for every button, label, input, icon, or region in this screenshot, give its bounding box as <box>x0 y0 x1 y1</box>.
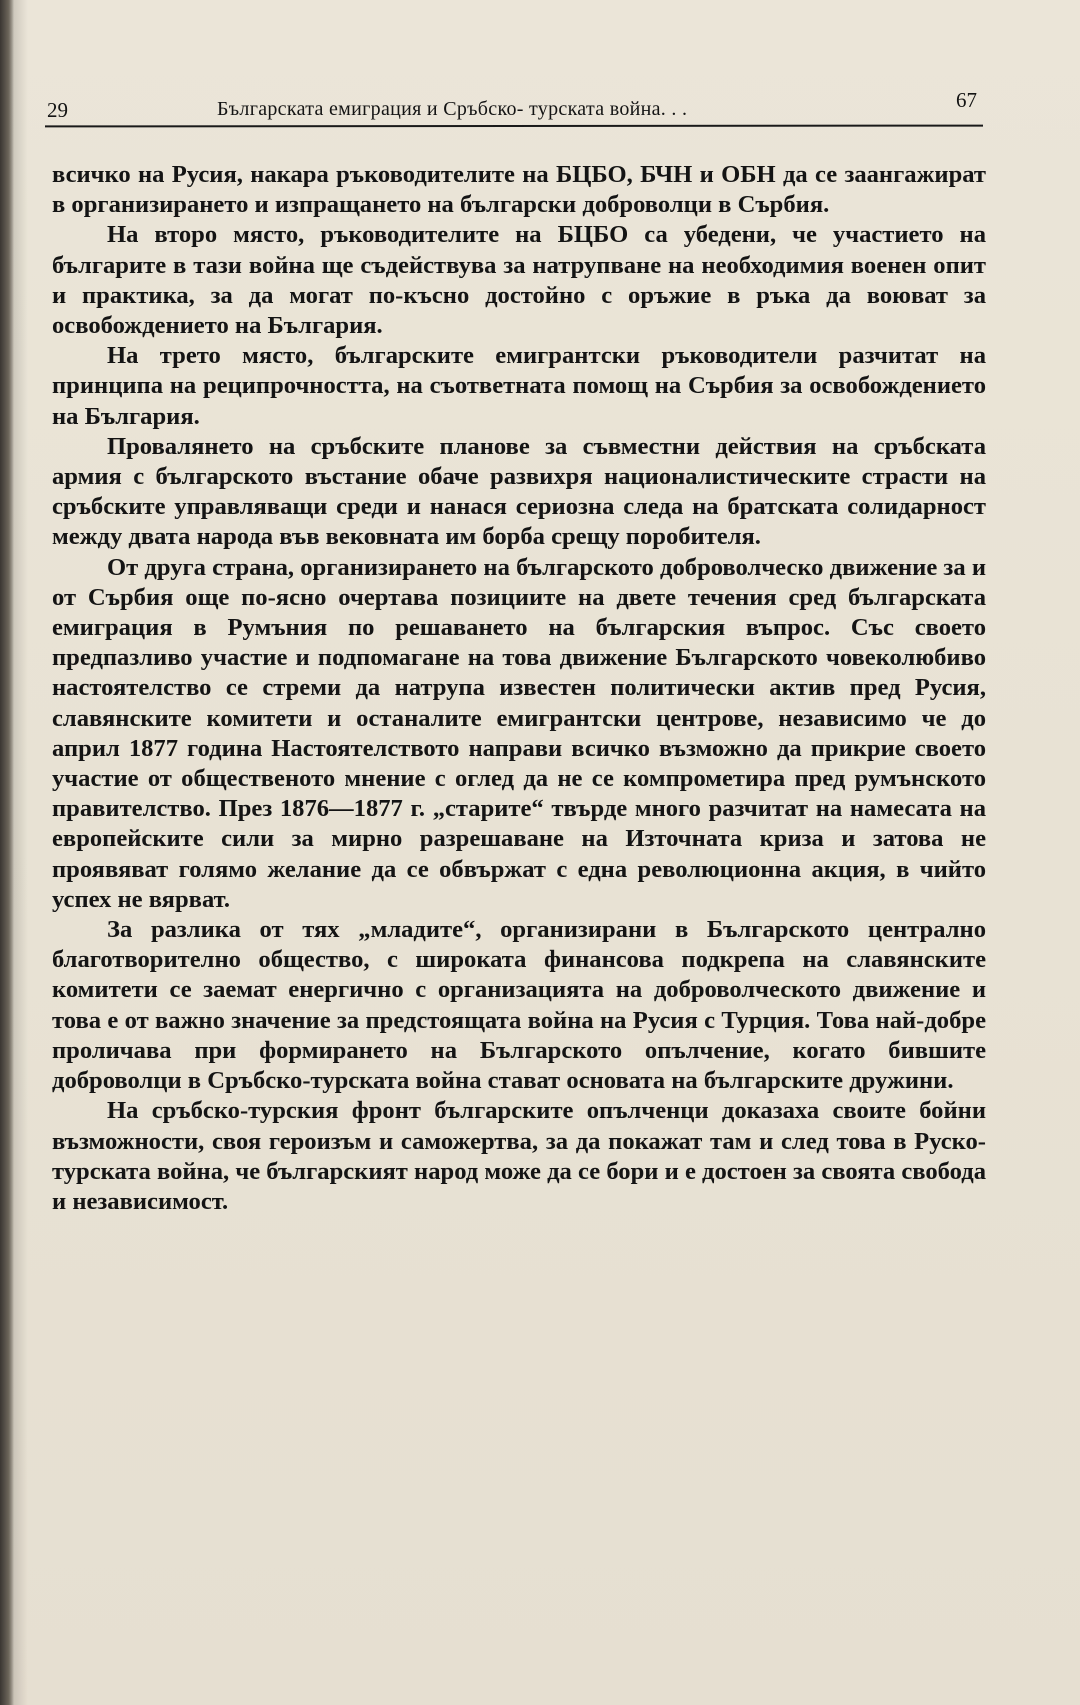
paragraph: От друга страна, организирането на българското доброволческо движение за и от Сърбия още по-ясно очертава позициите на двете течения сред българската емиграция в Румъния по решаването на българския въпрос. Със своето предпазливо участие и подпомагане на това движение Българското човеколюбиво настоятелство се стреми да натрупа известен политически актив пред Русия, славянските комитети и останалите емигрантски центрове, независимо че до април 1877 година Настоятелството направи всичко възможно да прикрие своето участие от общественото мнение с оглед да не се компрометира пред румънското правителство. През 1876—1877 г. „старите“ твърде много разчитат на намесата на европейските сили за мирно разрешаване на Източната криза и затова не проявяват голямо желание да се обвържат с една революционна акция, в чийто успех не вярват. <box>52 553 986 913</box>
paragraph: За разлика от тях „младите“, организирани в Българското централно благотворително общество, с широката финансова подкрепа на славянските комитети се заемат енергично с организацията на доброволческото движение и това е от важно значение за предстоящата война на Русия с Турция. Това най-добре проличава при формирането на Българското опълчение, когато бившите доброволци в Сръбско-турската война стават основата на българските дружини. <box>52 916 986 1095</box>
paragraph: Провалянето на сръбските планове за съвместни действия на сръбската армия с българското въстание обаче развихря националистическите страсти на сръбските управляващи среди и нанася сериозна следа на братската солидарност между двата народа във вековната им борба срещу поробителя. <box>52 432 986 551</box>
running-title: Българската емиграция и Сръбско- турската война. . . <box>217 98 688 120</box>
paragraph: На трето място, българските емигрантски ръководители разчитат на принципа на реципрочността, на съответната помощ на Сърбия за освобождението на България. <box>52 342 986 430</box>
paragraph: На сръбско-турския фронт българските опълченци доказаха своите бойни възможности, своя героизъм и саможертва, за да покажат там и след това в Руско-турската война, че българският народ може да се бори и е достоен за своята свобода и независимост. <box>52 1097 986 1215</box>
left-page-number: 29 <box>47 98 68 122</box>
body-text <box>52 160 986 1217</box>
paragraph: На второ място, ръководителите на БЦБО са убедени, че участието на българите в тази война ще съдействува за натрупване на необходимия военен опит и практика, за да могат по-късно достойно с оръжие в ръка да воюват за освобождението на България. <box>52 221 986 340</box>
running-header <box>47 88 982 128</box>
right-page-number: 67 <box>956 88 977 112</box>
binding-shadow <box>0 0 14 1705</box>
paragraph: всичко на Русия, накара ръководителите на БЦБО, БЧН и ОБН да се заангажират в организирането и изпращането на български доброволци в Сърбия. <box>52 161 986 219</box>
